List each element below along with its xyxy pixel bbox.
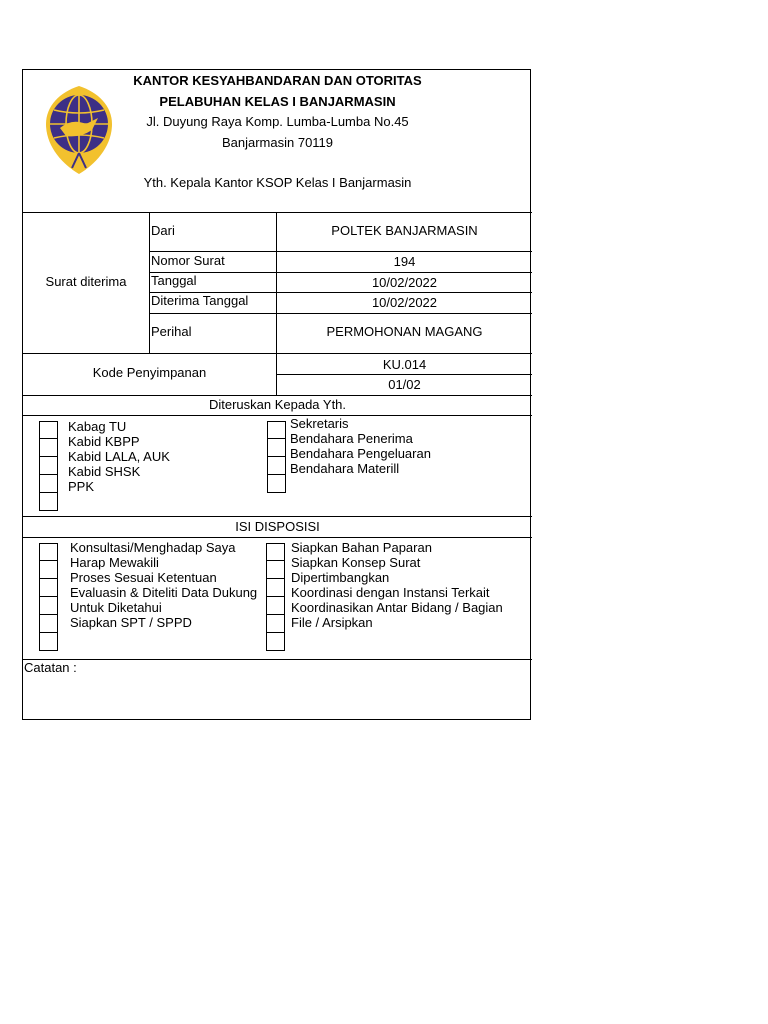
- divider: [276, 374, 532, 375]
- divider: [23, 537, 532, 538]
- disposisi-koordinasikan-antar-bidang: Koordinasikan Antar Bidang / Bagian: [291, 600, 503, 615]
- disposisi-koordinasi-instansi: Koordinasi dengan Instansi Terkait: [291, 585, 490, 600]
- divider: [23, 212, 532, 213]
- disposisi-untuk-diketahui: Untuk Diketahui: [70, 600, 162, 615]
- checkbox-bendahara-penerima[interactable]: [267, 439, 286, 457]
- checkbox-siapkan-spt-sppd[interactable]: [39, 633, 58, 651]
- divider: [23, 353, 532, 354]
- addressee: Yth. Kepala Kantor KSOP Kelas I Banjarmasin: [143, 175, 412, 190]
- kode-value-1: KU.014: [382, 357, 427, 372]
- field-label-diterima-tanggal: Diterima Tanggal: [151, 293, 249, 308]
- recipient-kabag-tu: Kabag TU: [68, 419, 127, 434]
- divider: [23, 659, 532, 660]
- checkbox-evaluasi-data-dukung[interactable]: [39, 597, 58, 615]
- disposisi-harap-mewakili: Harap Mewakili: [70, 555, 159, 570]
- divider: [149, 272, 532, 273]
- divider: [23, 415, 532, 416]
- checkbox-ppk[interactable]: [39, 493, 58, 511]
- kode-penyimpanan-label: Kode Penyimpanan: [92, 365, 207, 380]
- divider: [23, 395, 532, 396]
- field-value-nomor-surat: 194: [393, 254, 416, 269]
- divider: [149, 313, 532, 314]
- field-label-perihal: Perihal: [151, 324, 192, 339]
- field-value-perihal: PERMOHONAN MAGANG: [326, 324, 483, 339]
- checkbox-harap-mewakili[interactable]: [39, 561, 58, 579]
- checkbox-untuk-diketahui[interactable]: [39, 615, 58, 633]
- checkbox-bendahara-pengeluaran[interactable]: [267, 457, 286, 475]
- recipient-ppk: PPK: [68, 479, 95, 494]
- checkbox-bendahara-materill[interactable]: [267, 475, 286, 493]
- checkbox-kabid-kbpp[interactable]: [39, 439, 58, 457]
- office-city: Banjarmasin 70119: [221, 135, 334, 150]
- field-label-tanggal: Tanggal: [151, 273, 197, 288]
- checkbox-dipertimbangkan[interactable]: [266, 579, 285, 597]
- office-address: Jl. Duyung Raya Komp. Lumba-Lumba No.45: [146, 114, 409, 129]
- disposisi-file-arsipkan: File / Arsipkan: [291, 615, 373, 630]
- disposition-form: [22, 69, 531, 720]
- catatan-label: Catatan :: [24, 660, 77, 675]
- checkbox-siapkan-konsep-surat[interactable]: [266, 561, 285, 579]
- divider: [23, 516, 532, 517]
- checkbox-konsultasi[interactable]: [39, 543, 58, 561]
- checkbox-kabid-lala-auk[interactable]: [39, 457, 58, 475]
- field-value-tanggal: 10/02/2022: [371, 275, 438, 290]
- recipient-bendahara-penerima: Bendahara Penerima: [290, 431, 413, 446]
- recipient-kabid-kbpp: Kabid KBPP: [68, 434, 140, 449]
- checkbox-koordinasikan-antar-bidang[interactable]: [266, 615, 285, 633]
- checkbox-file-arsipkan[interactable]: [266, 633, 285, 651]
- kode-value-2: 01/02: [388, 377, 421, 392]
- disposisi-konsultasi: Konsultasi/Menghadap Saya: [70, 540, 236, 555]
- checkbox-proses-sesuai-ketentuan[interactable]: [39, 579, 58, 597]
- office-name-line1: KANTOR KESYAHBANDARAN DAN OTORITAS: [133, 73, 422, 88]
- office-name-line2: PELABUHAN KELAS I BANJARMASIN: [159, 94, 396, 109]
- field-label-dari: Dari: [151, 223, 175, 238]
- recipient-bendahara-materill: Bendahara Materill: [290, 461, 400, 476]
- field-label-nomor-surat: Nomor Surat: [151, 253, 225, 268]
- disposisi-siapkan-spt-sppd: Siapkan SPT / SPPD: [70, 615, 192, 630]
- disposisi-proses-sesuai-ketentuan: Proses Sesuai Ketentuan: [70, 570, 217, 585]
- catatan-area[interactable]: [23, 676, 530, 719]
- recipient-sekretaris: Sekretaris: [290, 416, 349, 431]
- checkbox-koordinasi-instansi[interactable]: [266, 597, 285, 615]
- disposisi-title: ISI DISPOSISI: [235, 519, 320, 534]
- field-value-diterima-tanggal: 10/02/2022: [371, 295, 438, 310]
- surat-diterima-label: Surat diterima: [45, 274, 127, 289]
- divider: [149, 212, 150, 353]
- disposisi-siapkan-bahan-paparan: Siapkan Bahan Paparan: [291, 540, 432, 555]
- recipient-kabid-shsk: Kabid SHSK: [68, 464, 141, 479]
- divider: [149, 251, 532, 252]
- recipient-bendahara-pengeluaran: Bendahara Pengeluaran: [290, 446, 431, 461]
- disposisi-dipertimbangkan: Dipertimbangkan: [291, 570, 390, 585]
- diteruskan-title: Diteruskan Kepada Yth.: [208, 397, 347, 412]
- disposisi-siapkan-konsep-surat: Siapkan Konsep Surat: [291, 555, 421, 570]
- checkbox-kabag-tu[interactable]: [39, 421, 58, 439]
- field-value-dari: POLTEK BANJARMASIN: [331, 223, 478, 238]
- checkbox-siapkan-bahan-paparan[interactable]: [266, 543, 285, 561]
- recipient-kabid-lala-auk: Kabid LALA, AUK: [68, 449, 170, 464]
- disposisi-evaluasi-data-dukung: Evaluasin & Diteliti Data Dukung: [70, 585, 258, 600]
- checkbox-kabid-shsk[interactable]: [39, 475, 58, 493]
- checkbox-sekretaris[interactable]: [267, 421, 286, 439]
